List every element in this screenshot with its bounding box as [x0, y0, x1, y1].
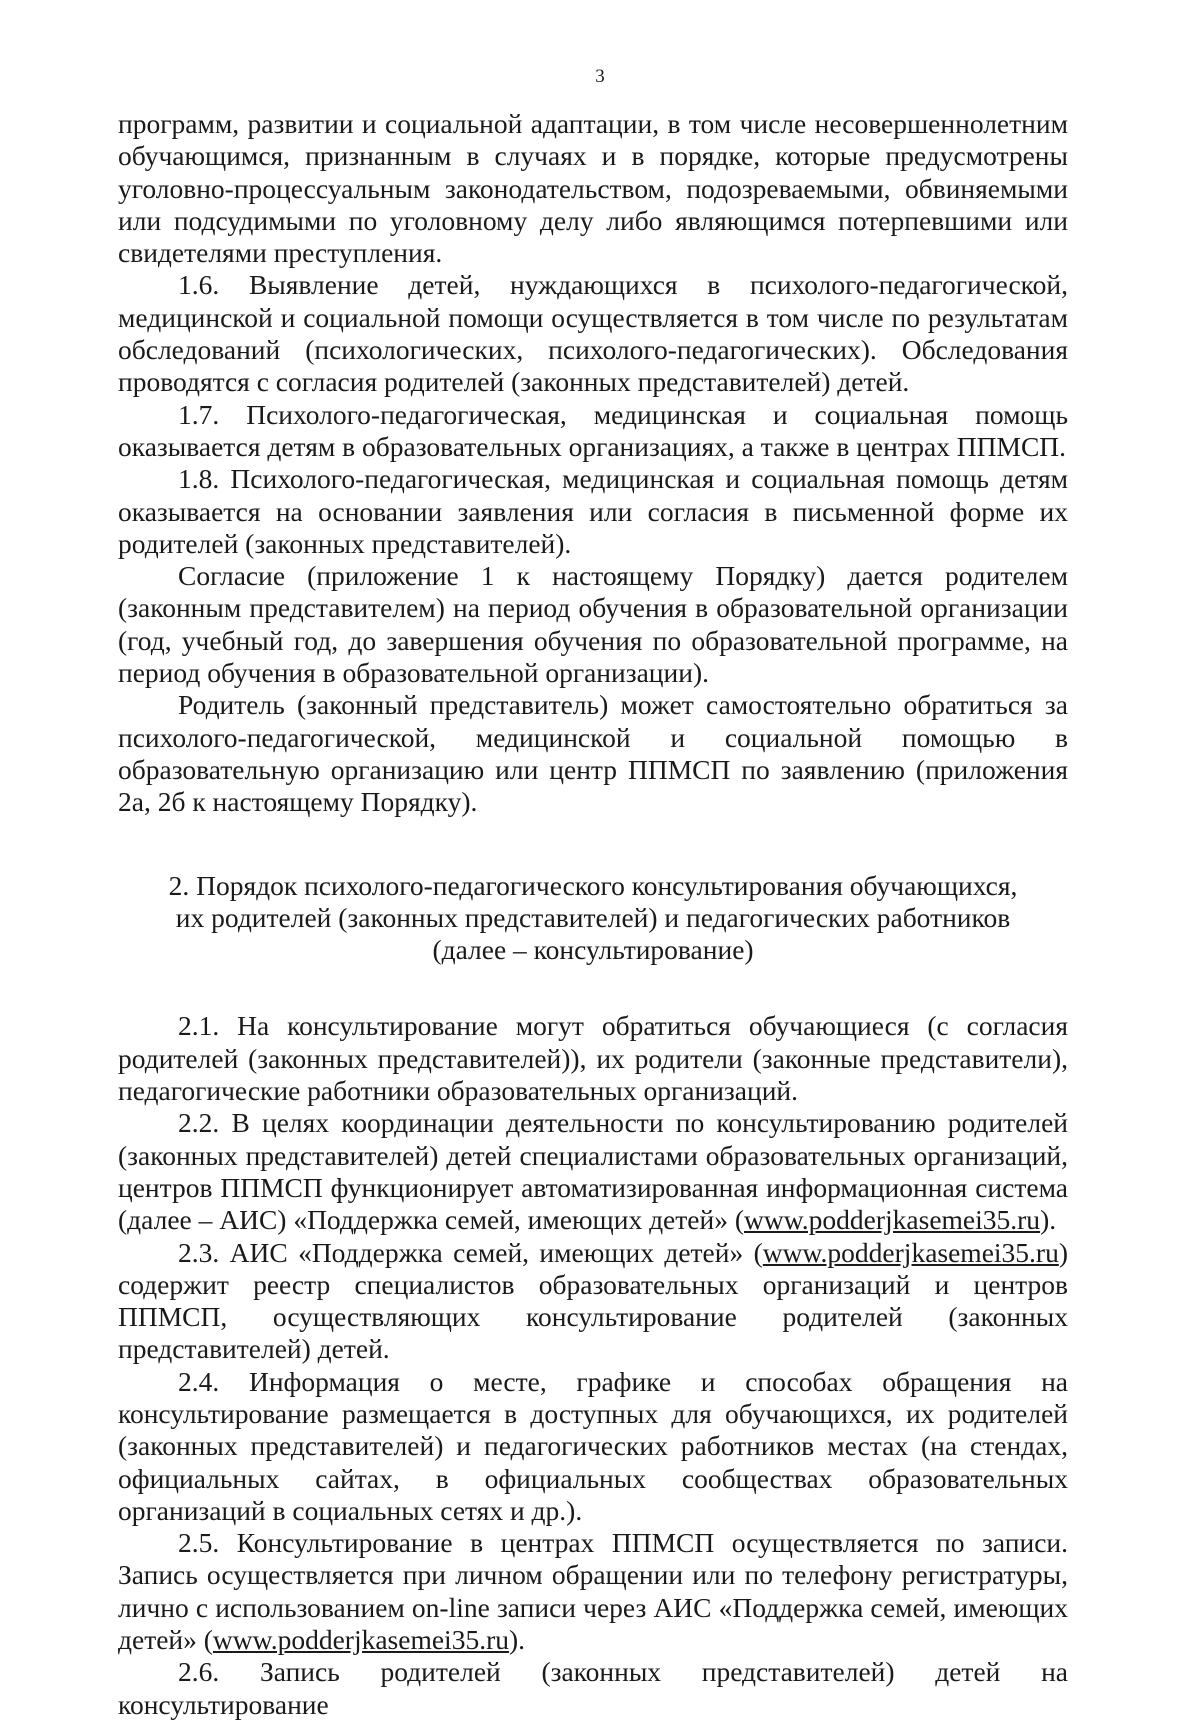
paragraph-2-6: 2.6. Запись родителей (законных представителей) детей на консультирование [118, 1656, 1068, 1720]
paragraph-continuation: программ, развитии и социальной адаптации, в том числе несовершеннолетним обучающимся, признанным в случаях и в порядке, которые предусмотрены уголовно-процессуальным законодательством, подозреваемыми, обвиняемыми или подсудимыми по уголовному делу либо являющимся потерпевшими или свидетелями преступления. [118, 108, 1068, 269]
paragraph-2-4: 2.4. Информация о месте, графике и способах обращения на консультирование размещается в доступных для обучающихся, их родителей (законных представителей) и педагогических работников местах (на стендах, официальных сайтах, в официальных сообществах образовательных организаций в социальных сетях и др.). [118, 1365, 1068, 1526]
document-body [118, 108, 1068, 1721]
paragraph-1-7: 1.7. Психолого-педагогическая, медицинская и социальная помощь оказывается детям в образовательных организациях, а также в центрах ППМСП. [118, 398, 1068, 462]
paragraph-consent: Согласие (приложение 1 к настоящему Порядку) дается родителем (законным представителем) на период обучения в образовательной организации (год, учебный год, до завершения обучения по образовательной программе, на период обучения в образовательной организации). [118, 560, 1068, 689]
section-heading-line-3: (далее – консультирование) [432, 934, 754, 966]
paragraph-parent-appeal: Родитель (законный представитель) может самостоятельно обратиться за психолого-педагогической, медицинской и социальной помощью в образовательную организацию или центр ППМСП по заявлению (приложения 2а, 2б к настоящему Порядку). [118, 689, 1068, 818]
paragraph-2-5-end: ). [508, 1624, 526, 1656]
paragraph-2-2 [118, 1107, 1068, 1236]
paragraph-2-3 [118, 1237, 1068, 1366]
paragraph-2-3-text: 2.3. АИС «Поддержка семей, имеющих детей» ( [178, 1236, 763, 1268]
section-heading-line-1: 2. Порядок психолого-педагогического консультирования обучающихся, [168, 869, 1018, 901]
paragraph-2-2-text: 2.2. В целях координации деятельности по консультированию родителей (законных представителей) детей специалистами образовательных организаций, центров ППМСП функционирует автоматизированная информационная система (далее – АИС) «Поддержка семей, имеющих детей» ( [118, 1107, 1068, 1236]
paragraph-2-2-end: ). [1040, 1204, 1057, 1236]
paragraph-1-8: 1.8. Психолого-педагогическая, медицинская и социальная помощь детям оказывается на основании заявления или согласия в письменной форме их родителей (законных представителей). [118, 463, 1068, 559]
paragraph-2-5 [118, 1527, 1068, 1656]
section-heading-line-2: их родителей (законных представителей) и педагогических работников [175, 901, 1011, 933]
paragraph-2-3-end: ) содержит реестр специалистов образовательных организаций и центров ППМСП, осуществляющих консультирование родителей (законных представителей) детей. [118, 1236, 1068, 1365]
website-link[interactable]: www.podderjkasemei35.ru [744, 1204, 1041, 1236]
website-link[interactable]: www.podderjkasemei35.ru [212, 1624, 509, 1656]
website-link[interactable]: www.podderjkasemei35.ru [762, 1236, 1059, 1268]
section-2-heading [118, 870, 1068, 967]
paragraph-1-6: 1.6. Выявление детей, нуждающихся в психолого-педагогической, медицинской и социальной помощи осуществляется в том числе по результатам обследований (психологических, психолого-педагогических). Обследования проводятся с согласия родителей (законных представителей) детей. [118, 269, 1068, 398]
paragraph-2-1: 2.1. На консультирование могут обратиться обучающиеся (с согласия родителей (законных представителей)), их родители (законные представители), педагогические работники образовательных организаций. [118, 1010, 1068, 1107]
paragraph-2-5-text: 2.5. Консультирование в центрах ППМСП осуществляется по записи. Запись осуществляется при личном обращении или по телефону регистратуры, лично с использованием on-line записи через АИС «Поддержка семей, имеющих детей» ( [118, 1527, 1068, 1656]
page-number: 3 [595, 66, 605, 87]
